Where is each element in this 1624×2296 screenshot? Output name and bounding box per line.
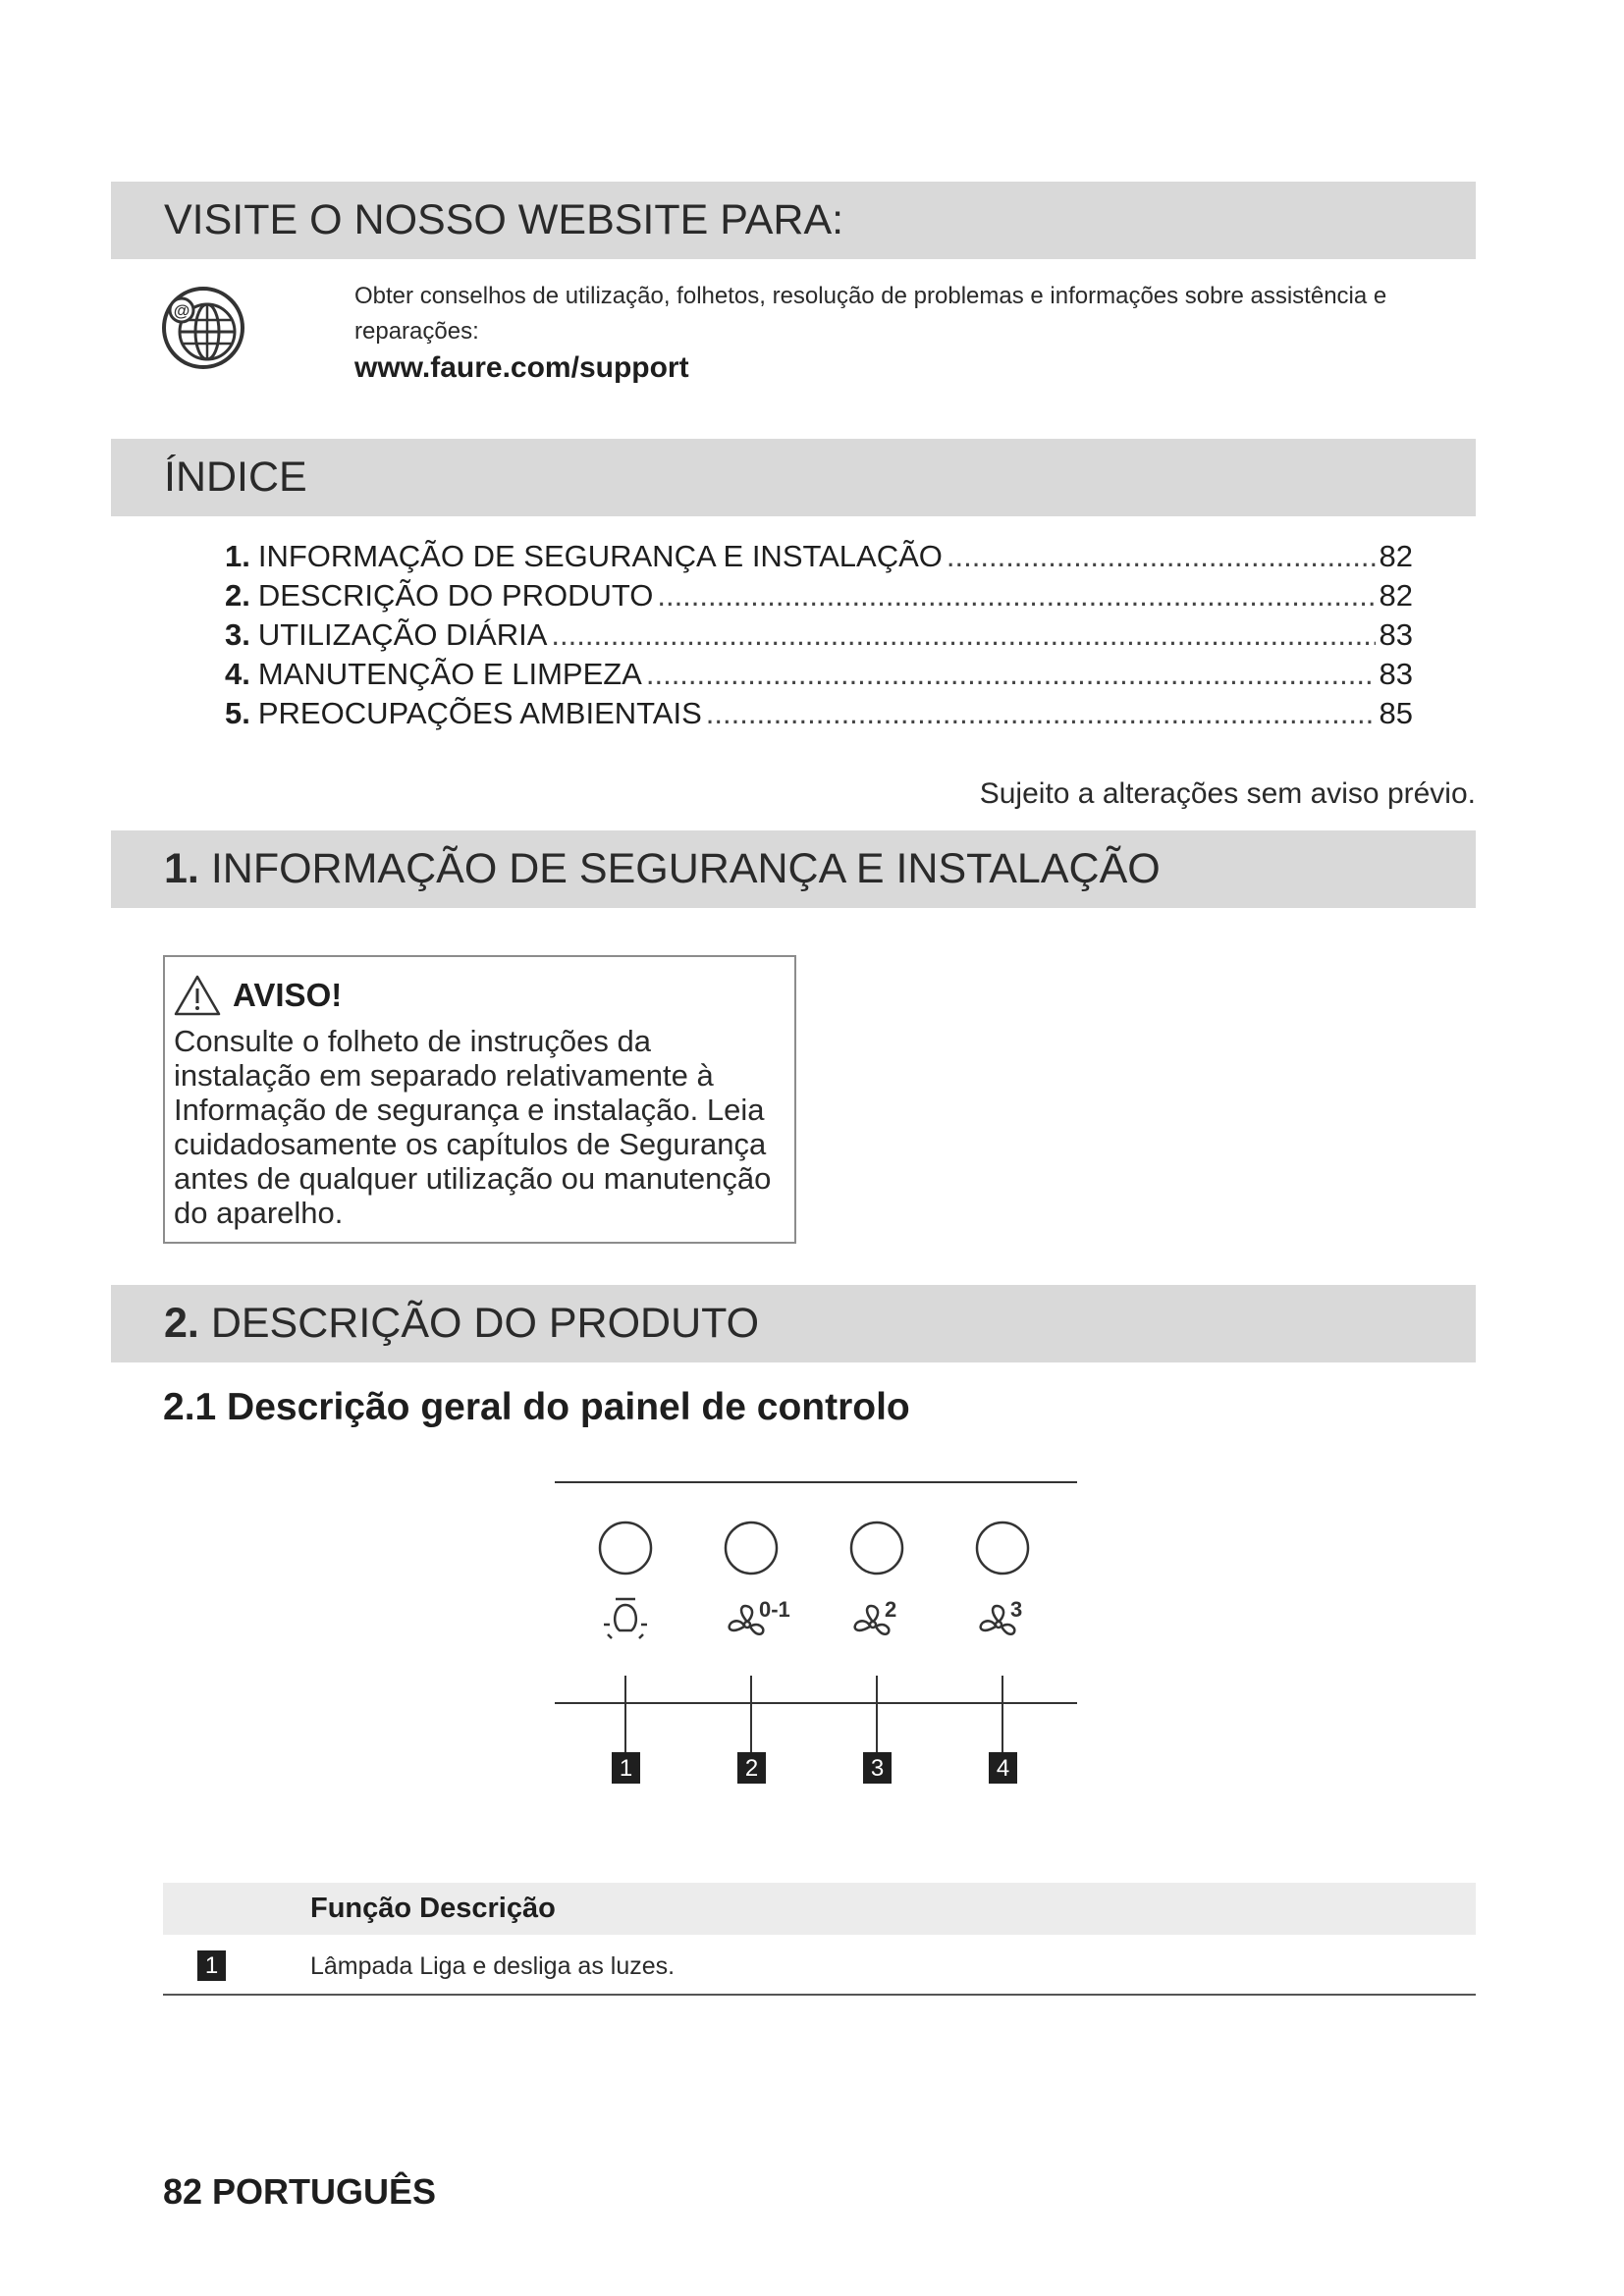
- fan-speed-1-label: 0-1: [759, 1597, 790, 1622]
- table-row-text: Lâmpada Liga e desliga as luzes.: [310, 1952, 676, 1980]
- toc-leader-dots: [657, 576, 1375, 615]
- fan-speed-3-label: 3: [1010, 1597, 1023, 1622]
- table-header: Função Descrição: [310, 1893, 556, 1924]
- callout-1: 1: [619, 1755, 633, 1782]
- toc-item[interactable]: 5. PREOCUPAÇÕES AMBIENTAIS ..... 85: [225, 694, 1413, 733]
- toc-item[interactable]: 4. MANUTENÇÃO E LIMPEZA ..... 83: [225, 655, 1413, 694]
- index-heading: ÍNDICE: [111, 439, 1476, 516]
- light-bulb-icon: [604, 1599, 647, 1638]
- table-of-contents: [225, 537, 1413, 733]
- control-panel-diagram: [555, 1477, 1077, 1796]
- warning-box: [163, 955, 796, 1244]
- panel-button-3: [851, 1522, 902, 1574]
- subsection-heading: 2.1 Descrição geral do painel de controlo: [163, 1386, 910, 1428]
- callout-3: 3: [870, 1755, 885, 1782]
- toc-item[interactable]: 2. DESCRIÇÃO DO PRODUTO ..... 82: [225, 576, 1413, 615]
- page-footer: 82 PORTUGUÊS: [163, 2171, 437, 2212]
- toc-item[interactable]: 3. UTILIZAÇÃO DIÁRIA ..... 83: [225, 615, 1413, 655]
- toc-leader-dots: [706, 694, 1376, 733]
- section-2-heading: 2. DESCRIÇÃO DO PRODUTO: [111, 1285, 1476, 1362]
- panel-button-1: [600, 1522, 651, 1574]
- warning-triangle-icon: [174, 974, 221, 1017]
- panel-button-4: [977, 1522, 1028, 1574]
- warning-text: Consulte o folheto de instruções da instalação em separado relativamente à Informação de segurança e instalação. Leia cuidadosamente os capítulos de Segurança antes de qualquer utilização ou manutenção do aparelho.: [174, 1024, 772, 1230]
- callout-4: 4: [996, 1755, 1010, 1782]
- website-description: Obter conselhos de utilização, folhetos, resolução de problemas e informações sobre assistência e reparações:: [354, 283, 1387, 345]
- callout-2: 2: [744, 1755, 759, 1782]
- change-notice: Sujeito a alterações sem aviso prévio.: [979, 777, 1476, 810]
- panel-button-2: [726, 1522, 777, 1574]
- toc-leader-dots: [947, 537, 1376, 576]
- table-row-number: 1: [197, 1950, 226, 1981]
- section-1-heading: 1. INFORMAÇÃO DE SEGURANÇA E INSTALAÇÃO: [111, 830, 1476, 908]
- globe-web-icon: [160, 285, 246, 371]
- fan-speed-2-label: 2: [885, 1597, 897, 1622]
- table-divider: [163, 1994, 1476, 1996]
- support-link[interactable]: www.faure.com/support: [354, 351, 689, 384]
- warning-title: AVISO!: [233, 977, 343, 1013]
- website-heading: VISITE O NOSSO WEBSITE PARA:: [111, 182, 1476, 259]
- svg-text:@: @: [173, 301, 190, 320]
- toc-leader-dots: [551, 615, 1375, 655]
- toc-item[interactable]: 1. INFORMAÇÃO DE SEGURANÇA E INSTALAÇÃO ..... 82: [225, 537, 1413, 576]
- toc-leader-dots: [646, 655, 1376, 694]
